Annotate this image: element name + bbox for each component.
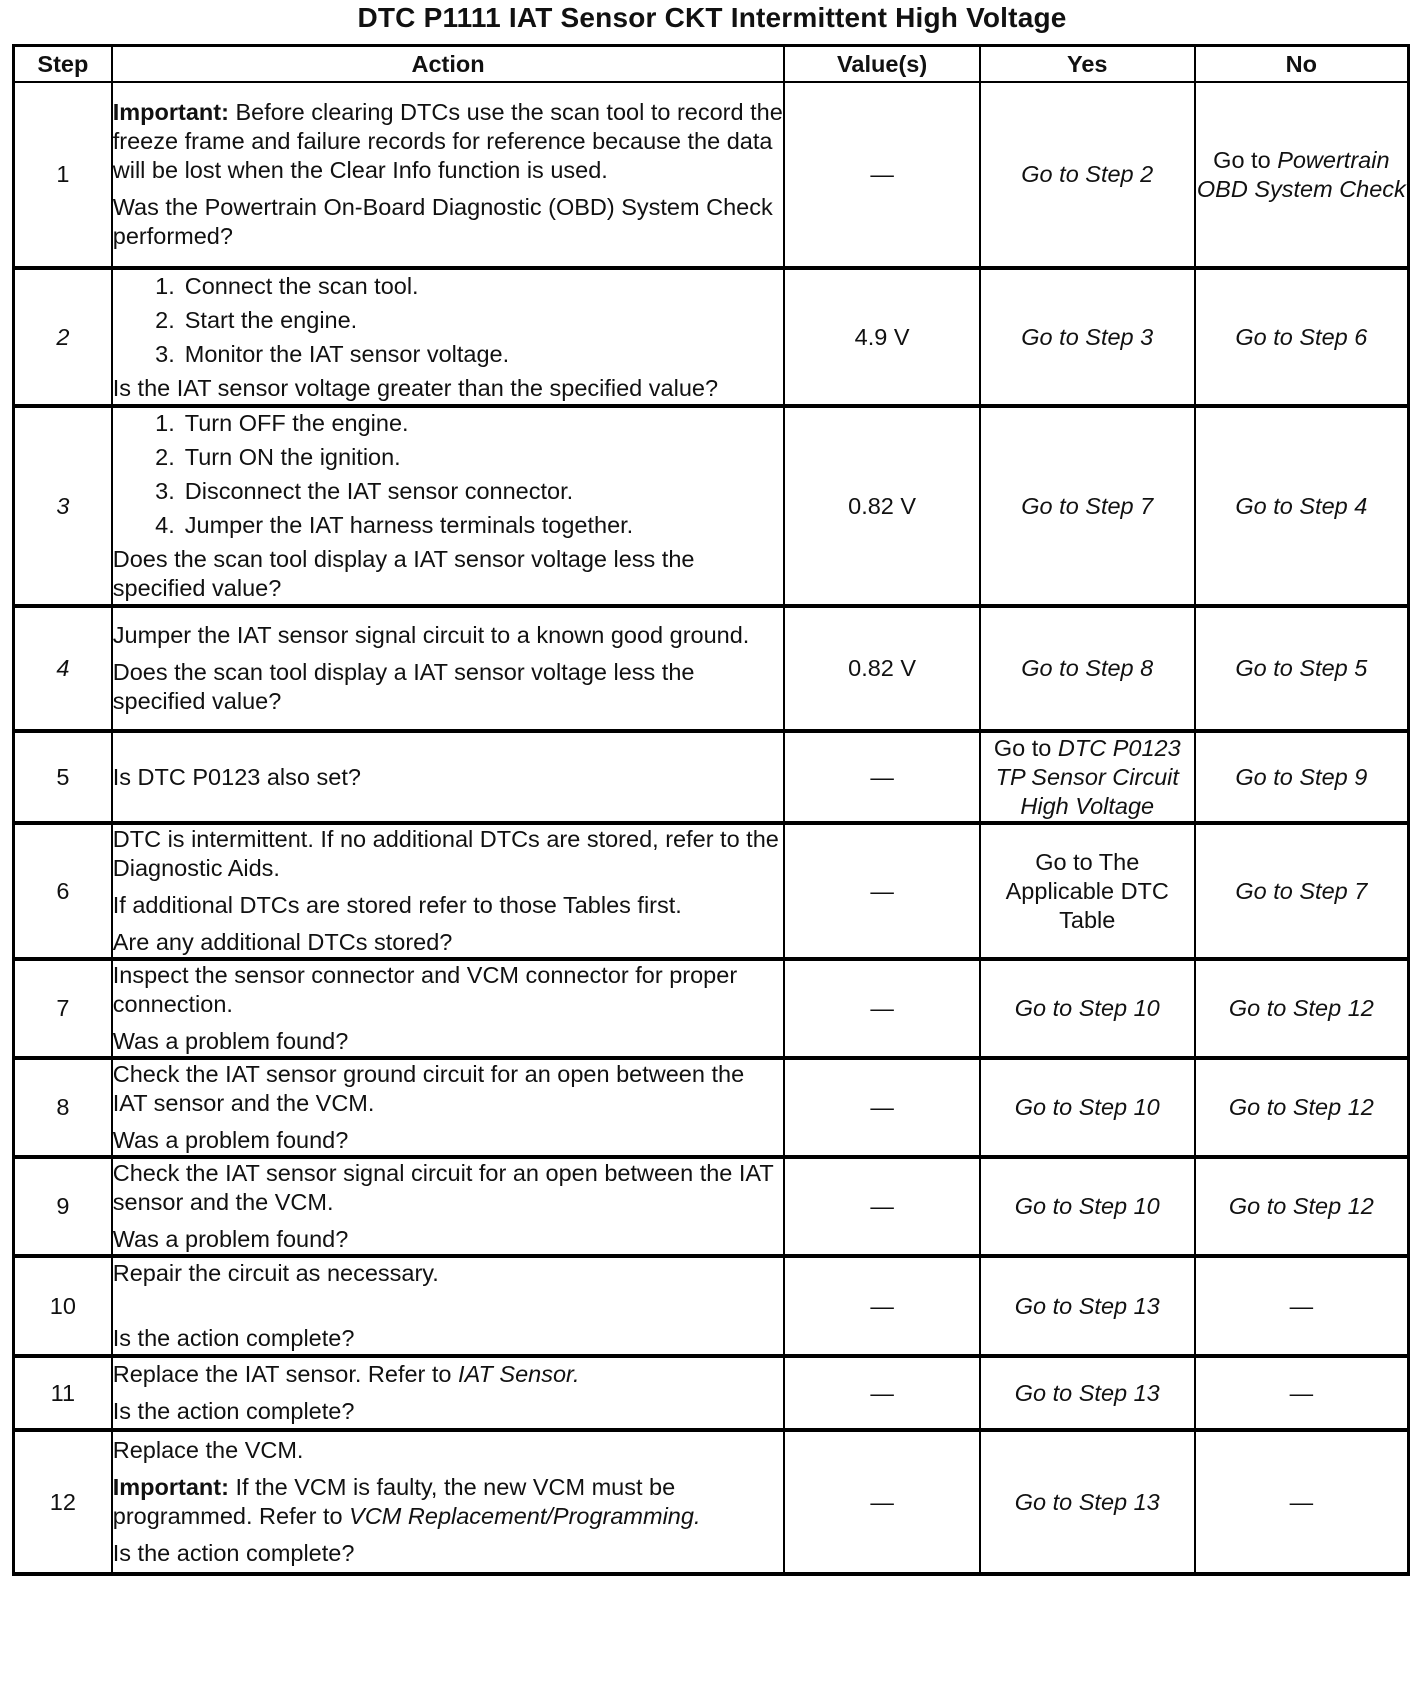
step-action (112, 959, 785, 1058)
table-row (14, 268, 1409, 406)
step-yes-link[interactable]: Go to Step 13 (980, 1256, 1195, 1356)
table-row (14, 82, 1409, 268)
step-text: Check the IAT sensor signal circuit for an open between the IAT sensor and the VCM. (112, 1160, 774, 1215)
step-text: Repair the circuit as necessary. (112, 1260, 439, 1286)
important-link[interactable]: VCM Replacement/Programming. (349, 1503, 701, 1529)
step-no-link[interactable]: Go to Step 12 (1195, 1157, 1409, 1256)
no-prefix: Go to (1213, 146, 1278, 173)
step-yes-link[interactable]: Go to Step 8 (980, 606, 1195, 731)
table-row (14, 1430, 1409, 1574)
step-value: 0.82 V (784, 606, 979, 731)
step-text: Check the IAT sensor ground circuit for an open between the IAT sensor and the VCM. (112, 1061, 745, 1116)
list-item: 4. Jumper the IAT harness terminals together. (155, 512, 634, 538)
step-question: Was the Powertrain On-Board Diagnostic (OBD) System Check performed? (112, 194, 773, 249)
step-yes-link[interactable]: Go to Step 2 (980, 82, 1195, 268)
step-question: Is the action complete? (112, 1325, 355, 1351)
table-row (14, 406, 1409, 606)
step-yes (980, 731, 1195, 823)
table-row (14, 1157, 1409, 1256)
step-number: 9 (14, 1157, 112, 1256)
step-action (112, 1256, 785, 1356)
important-label: Important: (112, 1474, 229, 1500)
step-question: Does the scan tool display a IAT sensor voltage less the specified value? (112, 659, 695, 714)
page-title: DTC P1111 IAT Sensor CKT Intermittent High Voltage (357, 2, 1067, 33)
step-no-link[interactable]: Go to Step 12 (1195, 959, 1409, 1058)
step-action (112, 731, 785, 823)
table-row (14, 823, 1409, 959)
step-no-link[interactable]: Powertrain OBD System Check (1196, 146, 1406, 202)
step-value: — (784, 1256, 979, 1356)
step-yes-link[interactable]: Go to Step 7 (980, 406, 1195, 606)
step-action (112, 1058, 785, 1157)
step-question: Does the scan tool display a IAT sensor voltage less the specified value? (112, 546, 695, 601)
step-no: — (1195, 1430, 1409, 1574)
table-row (14, 959, 1409, 1058)
header-action: Action (112, 46, 785, 83)
step-value: — (784, 959, 979, 1058)
step-text-link[interactable]: IAT Sensor. (458, 1361, 580, 1387)
step-question: Is the action complete? (112, 1540, 355, 1566)
step-value: — (784, 1356, 979, 1430)
table-header-row (14, 46, 1409, 83)
step-number: 6 (14, 823, 112, 959)
step-no-link[interactable]: Go to Step 5 (1195, 606, 1409, 731)
step-value: — (784, 731, 979, 823)
step-text: Inspect the sensor connector and VCM connector for proper connection. (112, 962, 738, 1017)
step-number: 12 (14, 1430, 112, 1574)
step-yes-link[interactable]: Go to Step 10 (980, 959, 1195, 1058)
yes-prefix: Go to (993, 734, 1058, 761)
step-no-link[interactable]: Go to Step 4 (1195, 406, 1409, 606)
step-number: 11 (14, 1356, 112, 1430)
list-item: 2. Turn ON the ignition. (155, 444, 401, 470)
step-yes-link[interactable]: Go to Step 10 (980, 1058, 1195, 1157)
step-yes-link[interactable]: DTC P0123 TP Sensor Circuit High Voltage (995, 734, 1181, 819)
step-no: — (1195, 1256, 1409, 1356)
step-number: 5 (14, 731, 112, 823)
step-no (1195, 82, 1409, 268)
step-number: 7 (14, 959, 112, 1058)
step-yes-link[interactable]: Go to Step 13 (980, 1356, 1195, 1430)
step-question: Is DTC P0123 also set? (112, 763, 361, 790)
table-row (14, 1058, 1409, 1157)
list-item: 1. Connect the scan tool. (155, 272, 419, 299)
step-no-link[interactable]: Go to Step 9 (1195, 731, 1409, 823)
step-no-link[interactable]: Go to Step 7 (1195, 823, 1409, 959)
step-number: 2 (14, 268, 112, 406)
step-yes-link[interactable]: Go to The Applicable DTC Table (980, 823, 1195, 959)
step-question: Was a problem found? (112, 1028, 349, 1054)
step-value: 4.9 V (784, 268, 979, 406)
step-text: Replace the VCM. (112, 1437, 304, 1463)
table-row (14, 731, 1409, 823)
step-text: Replace the IAT sensor. Refer to IAT Sensor. (112, 1361, 580, 1387)
step-action (112, 1430, 785, 1574)
step-number: 1 (14, 82, 112, 268)
step-yes-link[interactable]: Go to Step 3 (980, 268, 1195, 406)
list-item: 3. Monitor the IAT sensor voltage. (155, 340, 510, 367)
table-row (14, 606, 1409, 731)
step-value: — (784, 1430, 979, 1574)
header-values: Value(s) (784, 46, 979, 83)
step-action (112, 823, 785, 959)
list-item: 3. Disconnect the IAT sensor connector. (155, 478, 574, 504)
step-no-link[interactable]: Go to Step 12 (1195, 1058, 1409, 1157)
important-text: If the VCM is faulty, the new VCM must be programmed. Refer to (112, 1474, 676, 1529)
step-value: 0.82 V (784, 406, 979, 606)
step-value: — (784, 1058, 979, 1157)
step-number: 10 (14, 1256, 112, 1356)
step-question: Is the action complete? (112, 1398, 355, 1424)
step-action (112, 1157, 785, 1256)
important-note (113, 1473, 784, 1531)
header-yes: Yes (980, 46, 1195, 83)
step-action (112, 606, 785, 731)
list-item: 1. Turn OFF the engine. (155, 410, 409, 436)
diagnostic-table (12, 44, 1410, 1576)
step-text: Jumper the IAT sensor signal circuit to a known good ground. (112, 622, 750, 648)
step-action (112, 1356, 785, 1430)
important-label: Important: (112, 99, 229, 125)
step-value: — (784, 1157, 979, 1256)
step-text-2: If additional DTCs are stored refer to those Tables first. (112, 892, 682, 918)
list-item: 2. Start the engine. (155, 306, 358, 333)
step-no-link[interactable]: Go to Step 6 (1195, 268, 1409, 406)
step-yes-link[interactable]: Go to Step 13 (980, 1430, 1195, 1574)
header-no: No (1195, 46, 1409, 83)
step-value: — (784, 823, 979, 959)
step-question: Was a problem found? (112, 1127, 349, 1153)
step-question: Are any additional DTCs stored? (112, 929, 453, 955)
header-step: Step (14, 46, 112, 83)
step-question: Is the IAT sensor voltage greater than the specified value? (112, 374, 719, 401)
step-question: Was a problem found? (112, 1226, 349, 1252)
step-action (112, 268, 785, 406)
step-yes-link[interactable]: Go to Step 10 (980, 1157, 1195, 1256)
important-note (113, 98, 784, 185)
step-action (112, 406, 785, 606)
step-number: 8 (14, 1058, 112, 1157)
table-row (14, 1256, 1409, 1356)
step-no: — (1195, 1356, 1409, 1430)
important-text: Before clearing DTCs use the scan tool to record the freeze frame and failure records for reference because the data will be lost when the Clear Info function is used. (112, 99, 783, 183)
step-number: 3 (14, 406, 112, 606)
step-action (112, 82, 785, 268)
step-number: 4 (14, 606, 112, 731)
table-row (14, 1356, 1409, 1430)
step-value: — (784, 82, 979, 268)
step-text: DTC is intermittent. If no additional DTCs are stored, refer to the Diagnostic Aids. (112, 826, 779, 881)
